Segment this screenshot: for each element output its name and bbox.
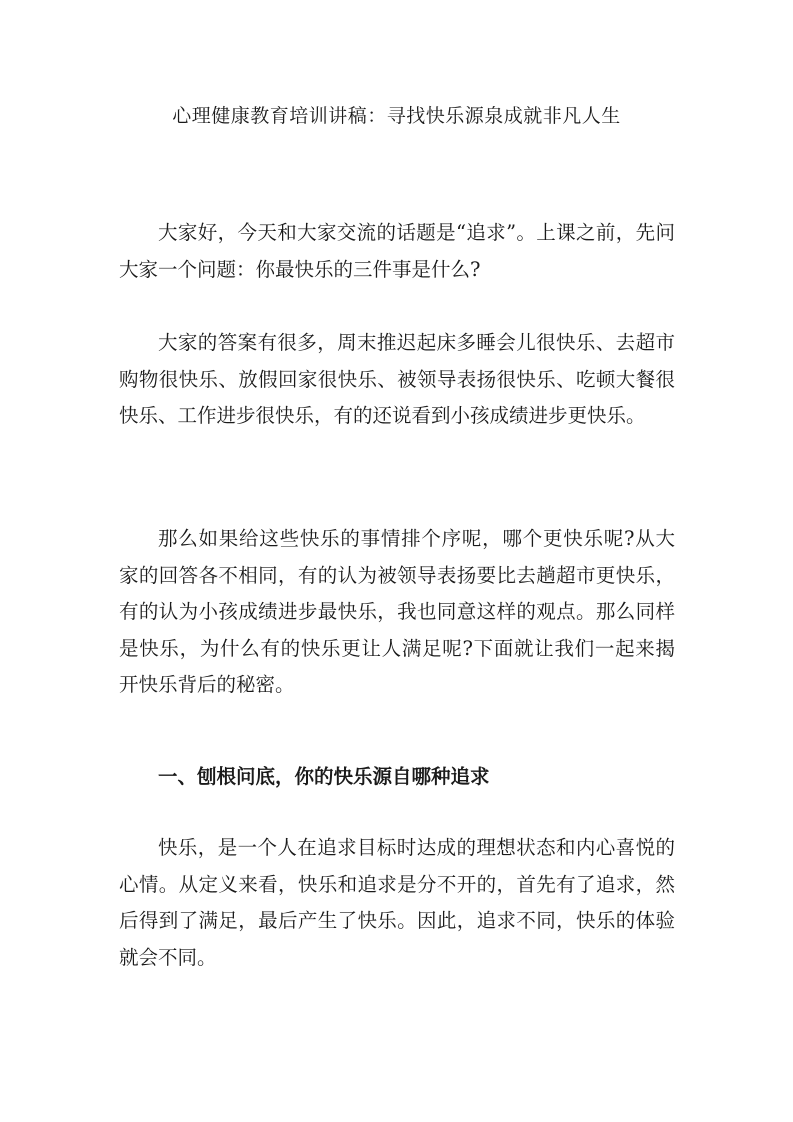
paragraph-answers: 大家的答案有很多，周末推迟起床多睡会儿很快乐、去超市购物很快乐、放假回家很快乐、被领导表扬很快乐、吃顿大餐很快乐、工作进步很快乐，有的还说看到小孩成绩进步更快乐。 — [119, 331, 675, 427]
section-heading: 一、刨根问底，你的快乐源自哪种追求 — [158, 765, 490, 788]
paragraph-definition: 快乐，是一个人在追求目标时达成的理想状态和内心喜悦的心情。从定义来看，快乐和追求是分不开的，首先有了追求，然后得到了满足，最后产生了快乐。因此，追求不同，快乐的体验就会不同。 — [119, 836, 675, 969]
paragraph-ranking: 那么如果给这些快乐的事情排个序呢，哪个更快乐呢?从大家的回答各不相同，有的认为被领导表扬要比去趟超市更快乐，有的认为小孩成绩进步最快乐，我也同意这样的观点。那么同样是快乐，为什么有的快乐更让人满足呢?下面就让我们一起来揭开快乐背后的秘密。 — [119, 527, 675, 696]
document-title: 心理健康教育培训讲稿：寻找快乐源泉成就非凡人生 — [172, 105, 621, 127]
paragraph-intro: 大家好，今天和大家交流的话题是“追求”。上课之前，先问大家一个问题：你最快乐的三件事是什么? — [119, 221, 675, 281]
